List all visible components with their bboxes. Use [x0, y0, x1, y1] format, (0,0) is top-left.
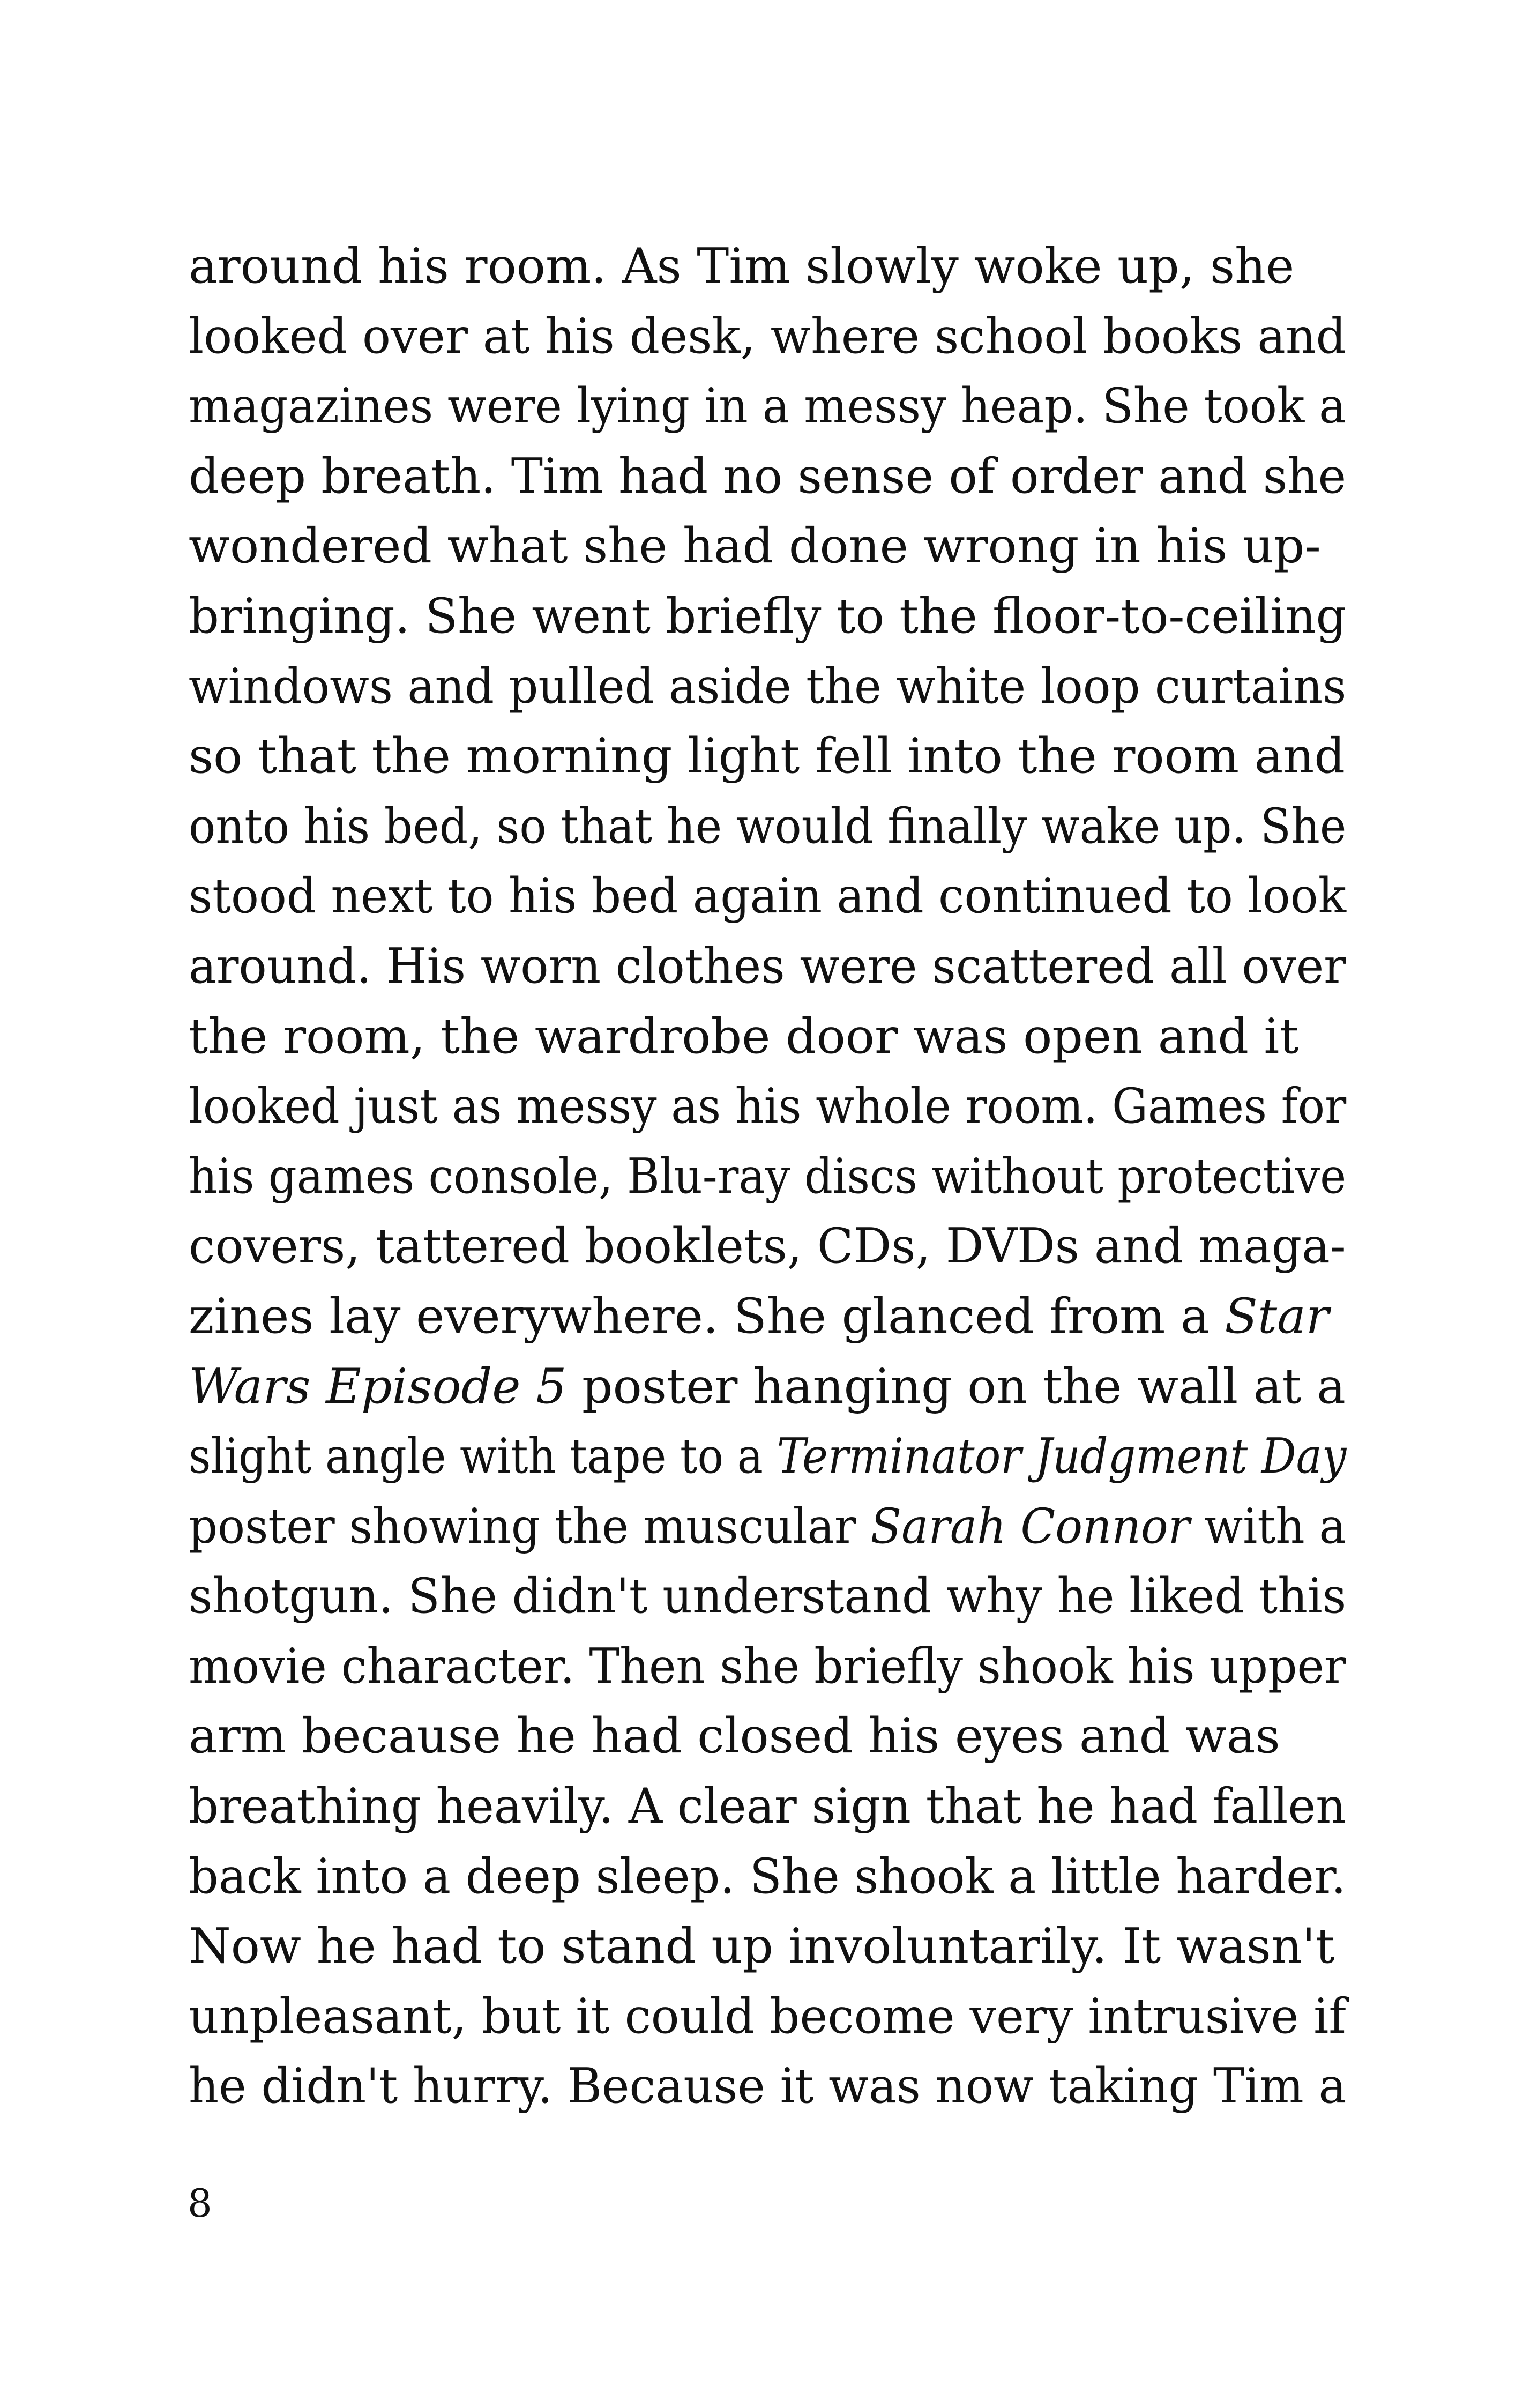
text-segment: Now he had to stand up involuntarily. It wasn't — [189, 1918, 1335, 1975]
text-segment: onto his bed, so that he would finally wake up. She — [189, 798, 1347, 854]
text-segment: wondered what she had done wrong in his up- — [189, 518, 1321, 575]
text-segment: windows and pulled aside the white loop curtains — [189, 658, 1347, 715]
text-line — [189, 1632, 1346, 1702]
text-segment: shotgun. She didn't understand why he liked this — [189, 1568, 1347, 1625]
text-line — [189, 1842, 1346, 1912]
text-segment: around his room. As Tim slowly woke up, she — [189, 238, 1295, 294]
text-line — [189, 1072, 1347, 1142]
body-text — [189, 232, 1346, 2122]
text-line — [189, 1982, 1346, 2052]
italic-title: Wars Episode 5 — [189, 1358, 567, 1415]
text-segment: zines lay everywhere. She glanced from a — [189, 1288, 1225, 1344]
text-line — [189, 511, 1346, 582]
text-line — [189, 792, 1347, 862]
text-line — [189, 1492, 1346, 1562]
italic-title: Terminator Judgment Day — [777, 1428, 1347, 1485]
text-segment: bringing. She went briefly to the floor-to-ceiling — [189, 588, 1347, 644]
text-line — [189, 302, 1346, 372]
text-segment: stood next to his bed again and continued to look — [189, 868, 1346, 925]
text-segment: covers, tattered booklets, CDs, DVDs and maga- — [189, 1218, 1346, 1275]
text-segment: arm because he had closed his eyes and was — [189, 1708, 1280, 1765]
text-segment: deep breath. Tim had no sense of order and she — [189, 448, 1347, 504]
text-segment: the room, the wardrobe door was open and it — [189, 1008, 1299, 1065]
text-segment: movie character. Then she briefly shook his upper — [189, 1638, 1346, 1694]
text-line — [189, 1142, 1347, 1212]
text-segment: poster hanging on the wall at a — [566, 1358, 1346, 1415]
text-segment: unpleasant, but it could become very intrusive if — [189, 1988, 1346, 2045]
text-line — [189, 1422, 1347, 1492]
text-line — [189, 722, 1346, 792]
text-line — [189, 371, 1346, 442]
text-line — [189, 1562, 1347, 1632]
text-segment: so that the morning light fell into the room and — [189, 728, 1345, 785]
text-segment: looked just as messy as his whole room. Games for — [189, 1078, 1347, 1135]
text-segment: looked over at his desk, where school books and — [189, 308, 1346, 365]
text-segment: breathing heavily. A clear sign that he had fallen — [189, 1778, 1346, 1835]
text-segment: he didn't hurry. Because it was now taking Tim a — [189, 2058, 1347, 2115]
text-segment: his games console, Blu-ray discs without protective — [189, 1148, 1347, 1205]
text-line — [189, 1352, 1346, 1422]
text-line — [189, 1701, 1346, 1772]
text-segment: back into a deep sleep. She shook a little harder. — [189, 1848, 1346, 1905]
text-segment: poster showing the muscular — [189, 1498, 871, 1555]
text-line — [189, 861, 1346, 932]
text-segment: with a — [1190, 1498, 1346, 1555]
text-line — [189, 2052, 1347, 2122]
text-segment: slight angle with tape to a — [189, 1428, 777, 1485]
text-line — [189, 1772, 1346, 1842]
page-number: 8 — [188, 2181, 212, 2226]
text-line — [189, 932, 1346, 1002]
text-line — [189, 652, 1347, 722]
text-segment: magazines were lying in a messy heap. She took a — [189, 378, 1346, 435]
text-line — [189, 232, 1346, 302]
italic-title: Star — [1225, 1288, 1329, 1344]
text-line — [189, 1912, 1346, 1982]
text-line — [189, 1282, 1346, 1352]
text-line — [189, 1212, 1346, 1282]
text-line — [189, 1002, 1346, 1072]
text-line — [189, 442, 1347, 512]
text-segment: around. His worn clothes were scattered all over — [189, 938, 1346, 994]
text-line — [189, 582, 1347, 652]
italic-title: Sarah Connor — [870, 1498, 1190, 1555]
